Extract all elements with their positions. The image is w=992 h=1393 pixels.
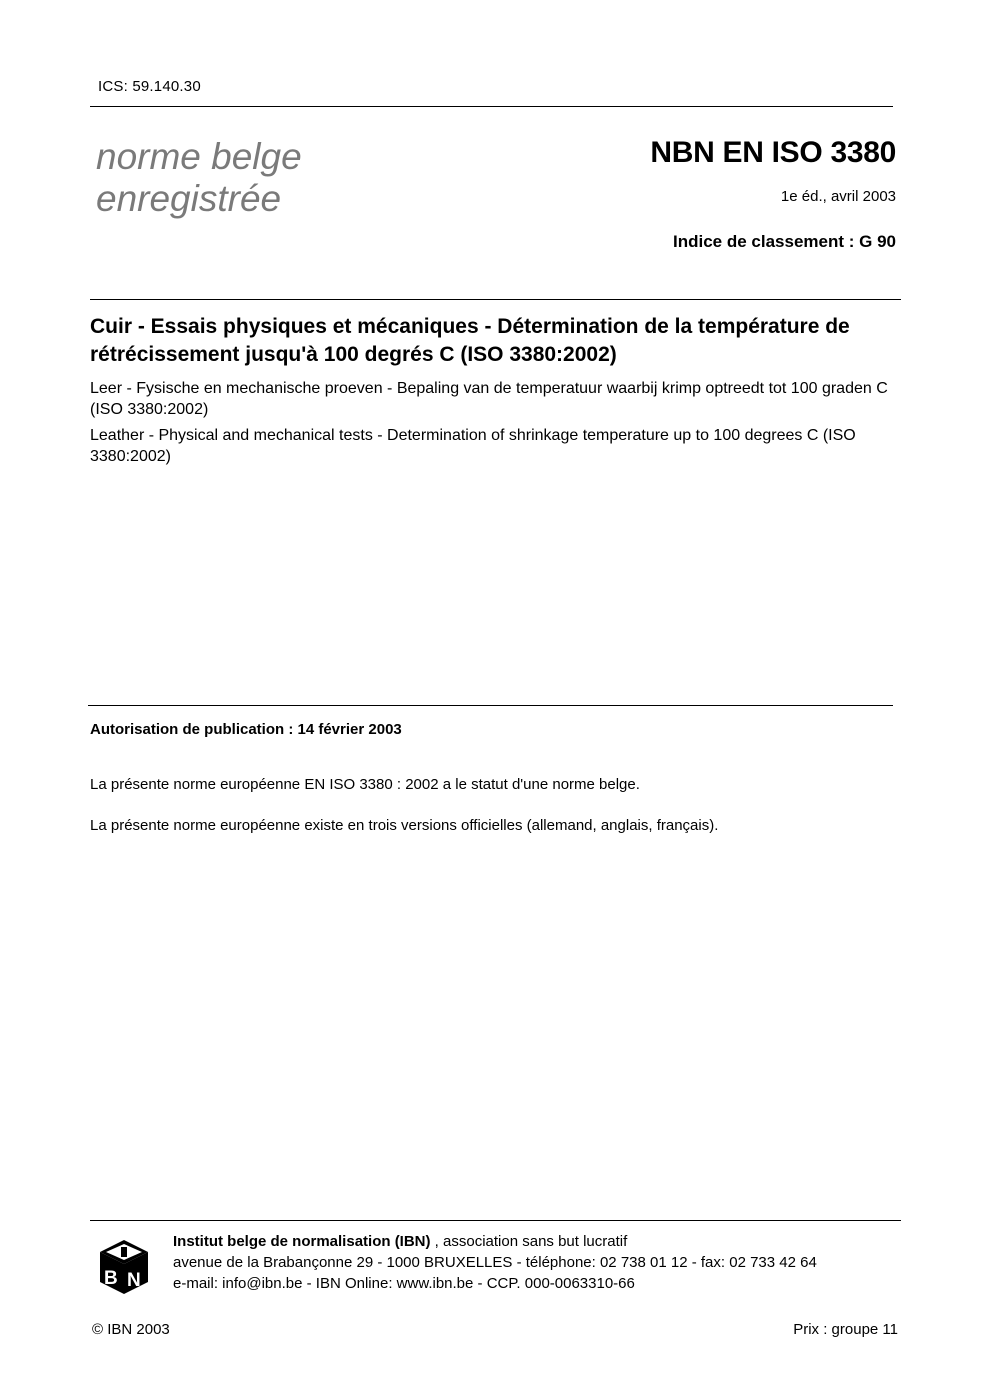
svg-text:N: N <box>127 1270 141 1291</box>
header-rule <box>90 106 893 107</box>
edition-date: 1e éd., avril 2003 <box>780 188 896 205</box>
classement-index: Indice de classement : G 90 <box>673 232 896 251</box>
status-paragraph: La présente norme européenne EN ISO 3380 : 2002 a le statut d'une norme belge. <box>90 776 640 793</box>
footer-contact: e-mail: info@ibn.be - IBN Online: www.ibn.be - CCP. 000-0063310-66 <box>173 1275 635 1292</box>
versions-paragraph: La présente norme européenne existe en trois versions officielles (allemand, anglais, français). <box>90 817 719 834</box>
footer-address-block <box>173 1231 817 1294</box>
ibn-logo-icon <box>98 1238 150 1296</box>
title-french: Cuir - Essais physiques et mécaniques - Détermination de la température de rétrécissement jusqu'à 100 degrés C (ISO 3380:2002) <box>90 315 850 366</box>
title-rule <box>90 299 901 300</box>
body-rule <box>88 705 893 706</box>
footer-rule <box>90 1220 901 1221</box>
org-suffix: , association sans but lucratif <box>430 1233 628 1250</box>
title-english: Leather - Physical and mechanical tests - Determination of shrinkage temperature up to 100 degrees C (ISO 3380:2002) <box>90 427 856 465</box>
standard-number: NBN EN ISO 3380 <box>650 136 896 169</box>
price-group: Prix : groupe 11 <box>793 1321 898 1338</box>
svg-text:B: B <box>104 1268 118 1289</box>
norme-line-1: norme belge <box>96 136 302 177</box>
norme-belge-heading <box>96 136 302 220</box>
footer-org-line <box>173 1231 817 1252</box>
publication-authorization: Autorisation de publication : 14 février 2003 <box>90 721 402 738</box>
copyright-notice: © IBN 2003 <box>92 1321 170 1338</box>
org-name: Institut belge de normalisation (IBN) <box>173 1233 431 1250</box>
footer-address: avenue de la Brabançonne 29 - 1000 BRUXELLES - téléphone: 02 738 01 12 - fax: 02 733 42 64 <box>173 1254 817 1271</box>
ics-code: ICS: 59.140.30 <box>98 78 201 95</box>
title-dutch: Leer - Fysische en mechanische proeven - Bepaling van de temperatuur waarbij krimp optreedt tot 100 graden C (ISO 3380:2002) <box>90 380 888 418</box>
norme-line-2: enregistrée <box>96 178 282 219</box>
